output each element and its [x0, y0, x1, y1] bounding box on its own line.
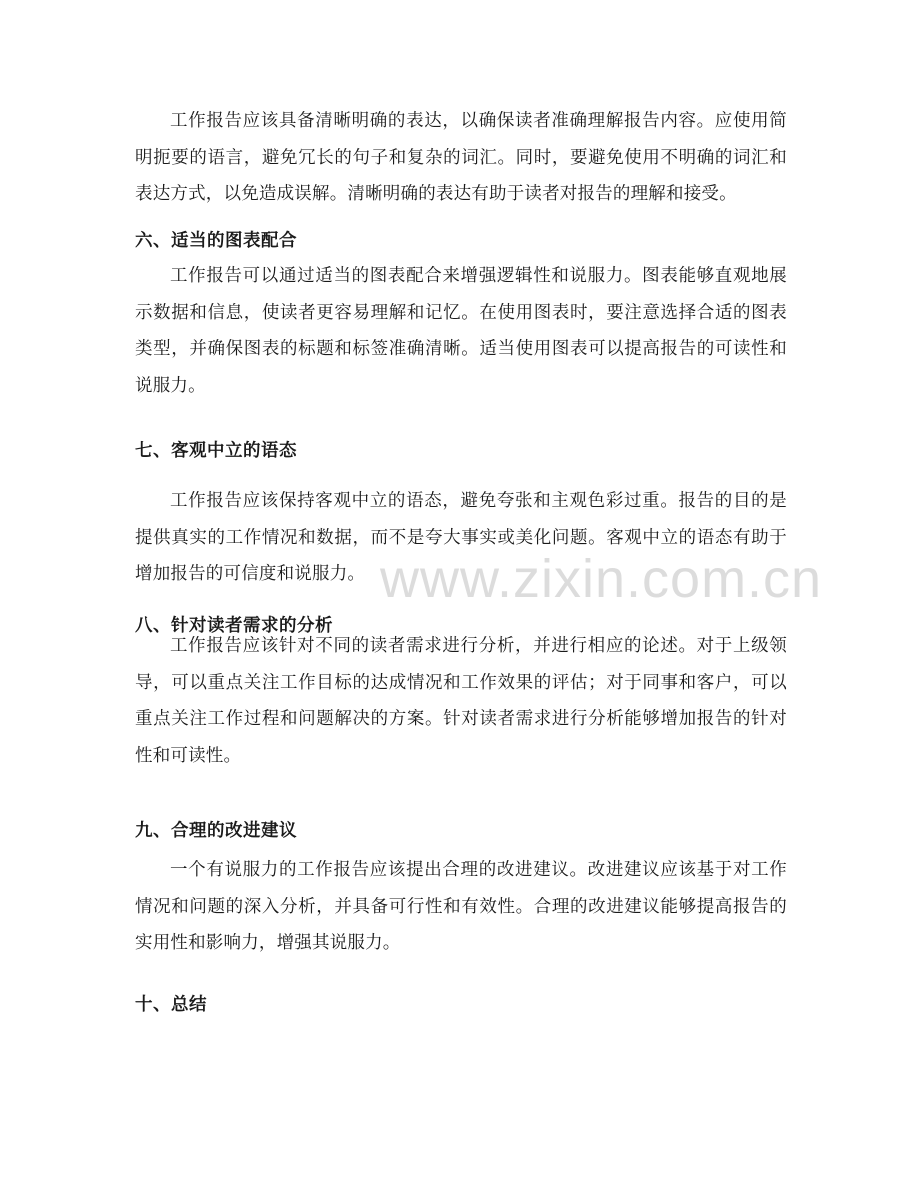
- section-heading-7: 七、客观中立的语态: [135, 441, 297, 461]
- section-heading-10: 十、总结: [135, 995, 207, 1015]
- section-paragraph-9: 一个有说服力的工作报告应该提出合理的改进建议。改进建议应该基于对工作情况和问题的深入分析，并具备可行性和有效性。合理的改进建议能够提高报告的实用性和影响力，增强其说服力。: [135, 860, 787, 953]
- section-heading-9: 九、合理的改进建议: [135, 821, 297, 841]
- section-heading-8: 八、针对读者需求的分析: [135, 616, 333, 636]
- watermark: www.zixin.com.cn: [380, 549, 823, 609]
- section-paragraph-6: 工作报告可以通过适当的图表配合来增强逻辑性和说服力。图表能够直观地展示数据和信息，使读者更容易理解和记忆。在使用图表时，要注意选择合适的图表类型，并确保图表的标题和标签准确清晰。适当使用图表可以提高报告的可读性和说服力。: [135, 266, 787, 396]
- section-heading-6: 六、适当的图表配合: [135, 231, 297, 251]
- section-paragraph-7: 工作报告应该保持客观中立的语态，避免夸张和主观色彩过重。报告的目的是提供真实的工作情况和数据，而不是夸大事实或美化问题。客观中立的语态有助于增加报告的可信度和说服力。: [135, 491, 787, 584]
- intro-paragraph: 工作报告应该具备清晰明确的表达，以确保读者准确理解报告内容。应使用简明扼要的语言，避免冗长的句子和复杂的词汇。同时，要避免使用不明确的词汇和表达方式，以免造成误解。清晰明确的表达有助于读者对报告的理解和接受。: [135, 111, 787, 204]
- section-paragraph-8: 工作报告应该针对不同的读者需求进行分析，并进行相应的论述。对于上级领导，可以重点关注工作目标的达成情况和工作效果的评估；对于同事和客户，可以重点关注工作过程和问题解决的方案。针对读者需求进行分析能够增加报告的针对性和可读性。: [135, 636, 787, 766]
